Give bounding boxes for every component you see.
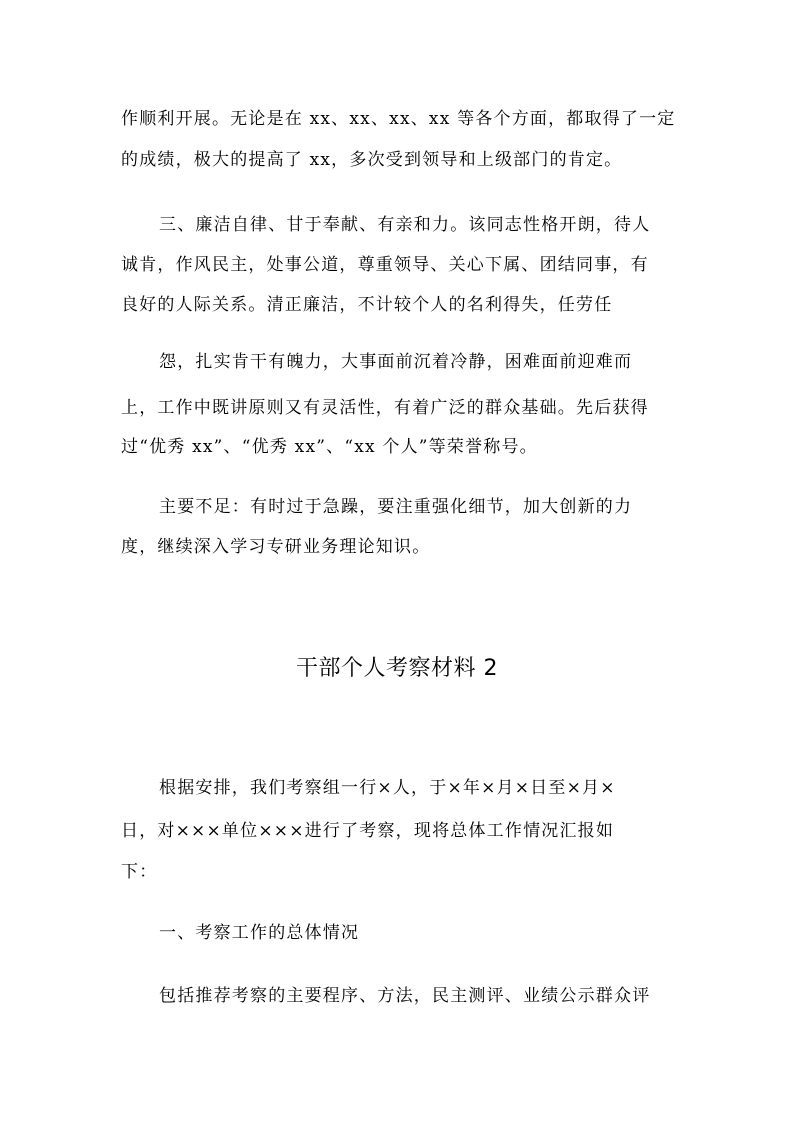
paragraph-line: 过“优秀 xx”、“优秀 xx”、“xx 个人”等荣誉称号。 <box>121 437 538 457</box>
paragraph-line: 根据安排，我们考察组一行×人，于×年×月×日至×月× <box>159 778 616 798</box>
paragraph-line: 度，继续深入学习专研业务理论知识。 <box>121 537 431 557</box>
heading-line: 一、考察工作的总体情况 <box>159 923 360 943</box>
paragraph-line: 怨，扎实肯干有魄力，大事面前沉着冷静，困难面前迎难而 <box>159 352 633 372</box>
paragraph-line: 诚肯，作风民主，处事公道，尊重领导、关心下属、团结同事，有 <box>121 255 649 275</box>
paragraph-line: 上，工作中既讲原则又有灵活性，有着广泛的群众基础。先后获得 <box>121 398 649 418</box>
paragraph-line: 作顺利开展。无论是在 xx、xx、xx、xx 等各个方面，都取得了一定 <box>121 109 676 129</box>
paragraph-line: 良好的人际关系。清正廉洁，不计较个人的名利得失，任劳任 <box>121 295 613 315</box>
paragraph-line: 主要不足：有时过于急躁，要注重强化细节，加大创新的力 <box>159 497 633 517</box>
paragraph-line: 下： <box>121 862 158 882</box>
paragraph-line: 的成绩，极大的提高了 xx，多次受到领导和上级部门的肯定。 <box>121 150 623 170</box>
section-title: 干部个人考察材料 2 <box>296 656 498 681</box>
paragraph-line: 三、廉洁自律、甘于奉献、有亲和力。该同志性格开朗，待人 <box>159 215 651 235</box>
paragraph-line: 包括推荐考察的主要程序、方法，民主测评、业绩公示群众评 <box>159 986 651 1006</box>
paragraph-line: 日，对×××单位×××进行了考察，现将总体工作情况汇报如 <box>121 821 615 841</box>
